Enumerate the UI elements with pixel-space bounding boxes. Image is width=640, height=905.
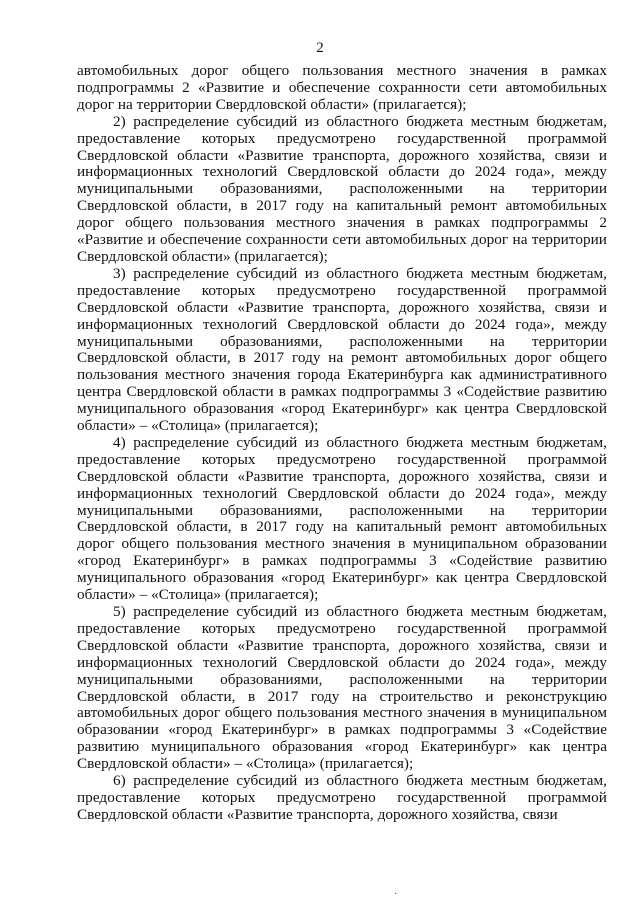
paragraph-continuation: автомобильных дорог общего пользования местного значения в рамках подпрограммы 2 «Развитие и обеспечение сохранности сети автомобильных дорог на территории Свердловской области» (прилагается); — [77, 62, 607, 113]
paragraph-item-3: 3) распределение субсидий из областного бюджета местным бюджетам, предоставление которых предусмотрено государственной программой Свердловской области «Развитие транспорта, дорожного хозяйства, связи и информационных технологий Свердловской области до 2024 года», между муниципальными образованиями, расположенными на территории Свердловской области, в 2017 году на ремонт автомобильных дорог общего пользования местного значения города Екатеринбурга как административного центра Свердловской области в рамках подпрограммы 3 «Содействие развитию муниципального образования «город Екатеринбург» как центра Свердловской области» – «Столица» (прилагается); — [77, 264, 607, 435]
paragraph-item-4: 4) распределение субсидий из областного бюджета местным бюджетам, предоставление которых предусмотрено государственной программой Свердловской области «Развитие транспорта, дорожного хозяйства, связи и информационных технологий Свердловской области до 2024 года», между муниципальными образованиями, расположенными на территории Свердловской области, в 2017 году на капитальный ремонт автомобильных дорог общего пользования местного значения в муниципальном образовании «город Екатеринбург» в рамках подпрограммы 3 «Содействие развитию муниципального образования «город Екатеринбург» как центра Свердловской области» – «Столица» (прилагается); — [77, 433, 607, 604]
paragraph-item-5: 5) распределение субсидий из областного бюджета местным бюджетам, предоставление которых предусмотрено государственной программой Свердловской области «Развитие транспорта, дорожного хозяйства, связи и информационных технологий Свердловской области до 2024 года», между муниципальными образованиями, расположенными на территории Свердловской области, в 2017 году на строительство и реконструкцию автомобильных дорог общего пользования местного значения в муниципальном образовании «город Екатеринбург» в рамках подпрограммы 3 «Содействие развитию муниципального образования «город Екатеринбург» как центра Свердловской области» – «Столица» (прилагается); — [77, 603, 607, 773]
document-body — [77, 63, 607, 824]
page-number: 2 — [316, 40, 324, 56]
scan-mark: · — [394, 889, 398, 900]
paragraph-item-2: 2) распределение субсидий из областного бюджета местным бюджетам, предоставление которых предусмотрено государственной программой Свердловской области «Развитие транспорта, дорожного хозяйства, связи и информационных технологий Свердловской области до 2024 года», между муниципальными образованиями, расположенными на территории Свердловской области, в 2017 году на капитальный ремонт автомобильных дорог общего пользования местного значения в рамках подпрограммы 2 «Развитие и обеспечение сохранности сети автомобильных дорог на территории Свердловской области» (прилагается); — [77, 112, 607, 265]
paragraph-item-6: 6) распределение субсидий из областного бюджета местным бюджетам, предоставление которых предусмотрено государственной программой Свердловской области «Развитие транспорта, дорожного хозяйства, связи — [77, 772, 607, 823]
